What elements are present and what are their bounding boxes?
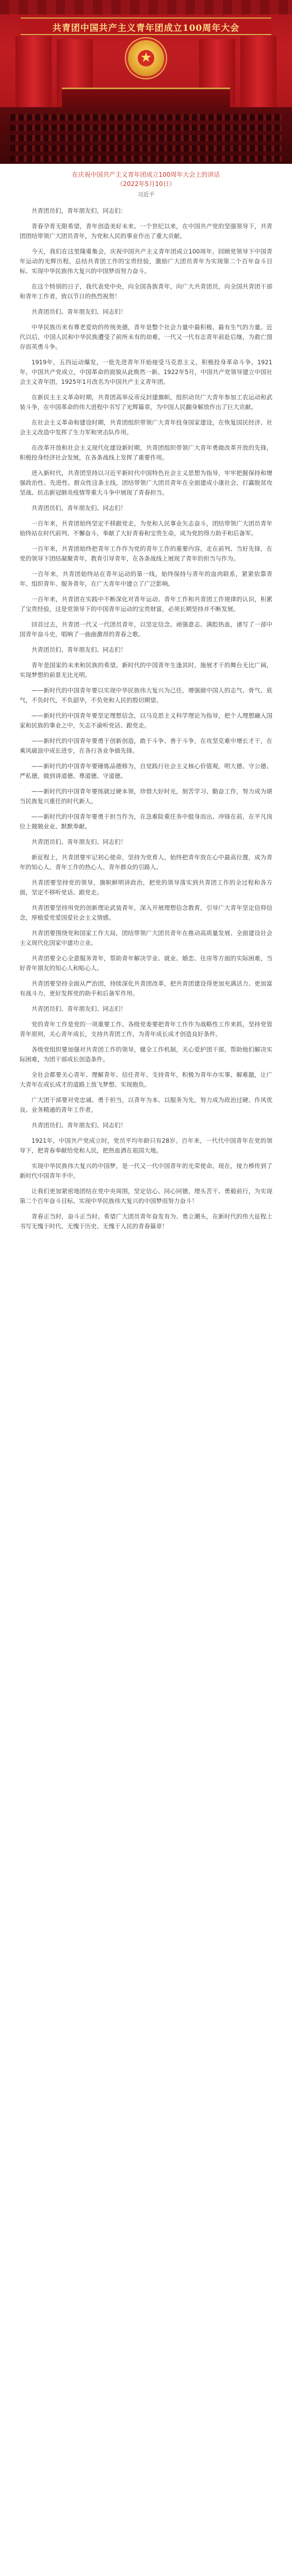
article-paragraph: 共青团员们、青年朋友们、同志们！: [31, 646, 126, 653]
article-paragraph: 一百年来，共青团始终把青年工作作为党的青年工作的重要内容，走在前列、当好先锋，在党的领导下团结凝聚青年，教育引导青年，在各条战线上展现了青年的担当与作为。: [20, 545, 272, 562]
article-paragraph: 今天，我们在这里隆重集会，庆祝中国共产主义青年团成立100周年，回顾党领导下中国青年运动的光辉历程，总结共青团工作的宝贵经验，激励广大团员青年为实现第二个百年奋斗目标、实现中华民族伟大复兴的中国梦而努力奋斗。: [20, 248, 272, 275]
article-paragraph: 青春正当时，奋斗正当时。希望广大团员青年奋发有为、勇立潮头，在新时代的伟大征程上书写无愧于时代、无愧于历史、无愧于人民的青春篇章！: [20, 1213, 272, 1230]
article-paragraph: 共青团员们、青年朋友们、同志们！: [31, 504, 126, 512]
article-paragraph: 在新民主主义革命时期，共青团高举反帝反封建旗帜，组织动员广大青年参加工农运动和武装斗争，在中国革命的伟大进程中书写了光辉篇章，为中国人民翻身解放作出了巨大贡献。: [20, 394, 272, 411]
article-paragraph: 共青团要围绕党和国家工作大局，团结带领广大团员青年在推动高质量发展、全面建设社会主义现代化国家中建功立业。: [20, 929, 272, 946]
article-paragraph: 共青团员们、青年朋友们、同志们！: [31, 1122, 126, 1129]
article-paragraph: 共青团员们、青年朋友们、同志们！: [31, 1005, 126, 1012]
article-paragraph: 新征程上，共青团要牢记初心使命，坚持为党育人，始终把青年放在心中最高位置，成为青年的知心人、青年工作的热心人、青年群众的引路人。: [20, 854, 272, 871]
hero-photo: [0, 0, 292, 164]
article-date: （2022年5月10日）: [117, 180, 175, 188]
hall-banner-text: 共青团中国共产主义青年团成立100周年大会: [52, 23, 240, 33]
red-flag-left-outer: [15, 36, 52, 113]
red-flag-right-outer: [240, 36, 277, 113]
article: [0, 164, 292, 1237]
rostrum: [62, 88, 230, 109]
article-paragraph: 1921年，中国共产党成立时，党员平均年龄只有28岁。百年来，一代代中国青年在党的领导下，把青春奉献给党和人民，把热血洒在祖国大地。: [20, 1137, 272, 1154]
article-paragraph: 全社会都要关心青年、理解青年、信任青年、支持青年，积极为青年办实事、解难题，让广大青年在成长成才的道路上放飞梦想、实现抱负。: [20, 1071, 272, 1088]
article-paragraph: 在这个特别的日子，我代表党中央，向全国各族青年，向广大共青团员，向全国共青团干部和青年工作者，致以节日的热烈祝贺！: [20, 283, 272, 300]
article-paragraph: 在改革开放和社会主义现代化建设新时期，共青团组织带领广大青年勇做改革开放的先锋，积极投身经济社会发展，在各条战线上发挥了重要作用。: [20, 444, 272, 461]
audience-row: [10, 125, 282, 131]
article-paragraph: ——新时代的中国青年要锤炼品德修为，自觉践行社会主义核心价值观，明大德、守公德、严私德，做到讲道德、尊道德、守道德。: [20, 762, 272, 779]
article-paragraph: 1919年，五四运动爆发，一批先进青年开始接受马克思主义，积极投身革命斗争。1921年，中国共产党成立，中国革命的面貌从此焕然一新。1922年5月，中国共产党领导建立中国社会主义青年团，1925年1月改名为中国共产主义青年团。: [20, 359, 272, 385]
article-paragraph: 让我们更加紧密地团结在党中央周围，坚定信心、同心同德，埋头苦干、勇毅前行，为实现第二个百年奋斗目标、实现中华民族伟大复兴的中国梦而努力奋斗！: [20, 1188, 272, 1205]
article-paragraph: 共青团要全心全意服务青年，帮助青年解决学业、就业、婚恋、住房等方面的实际困难，当好青年朋友的知心人和贴心人。: [20, 955, 272, 972]
article-paragraph: 青春孕育无限希望，青年创造美好未来。一个世纪以来，在中国共产党的坚强领导下，共青团团结带领广大团员青年，为党和人民的事业作出了重大贡献。: [20, 223, 272, 240]
article-paragraph: ——新时代的中国青年要练就过硬本领，珍惜大好时光，刻苦学习、勤奋工作，努力成为堪当民族复兴重任的时代新人。: [20, 788, 272, 805]
article-paragraph: 共青团员们、青年朋友们、同志们！: [31, 838, 126, 845]
audience-row: [10, 145, 282, 151]
article-paragraph: 回首过去，共青团一代又一代团员青年，以坚定信念、顽强意志、满腔热血，谱写了一部中国青年奋斗史，唱响了一曲曲激昂的青春之歌。: [20, 621, 272, 638]
article-paragraph: 一百年来，共青团始终坚定不移跟党走，为党和人民事业矢志奋斗，团结带领广大团员青年始终站在时代前列、不懈奋斗，奉献了大好青春和宝贵生命，成为党的得力助手和后备军。: [20, 520, 272, 537]
emblem-star-icon: ★: [140, 50, 152, 65]
article-author: 习近平: [137, 191, 155, 198]
article-paragraph: 青年是国家的未来和民族的希望。新时代的中国青年生逢其时，施展才干的舞台无比广阔，实现梦想的前景无比光明。: [20, 662, 272, 679]
article-paragraph: ——新时代的中国青年要勇于创新创造，敢于斗争、善于斗争，在攻坚克难中增长才干，在乘风破浪中成长进步，在各行各业争做先锋。: [20, 737, 272, 754]
article-paragraph: 各级党组织要加强对共青团工作的领导，健全工作机制，关心爱护团干部，帮助他们解决实际困难，为团干部成长创造条件。: [20, 1046, 272, 1063]
article-paragraph: 在社会主义革命和建设时期，共青团组织带领广大青年投身国家建设，在恢复国民经济、社会主义改造中发挥了生力军和突击队作用。: [20, 419, 272, 436]
article-paragraph: 中华民族历来有尊老爱幼的传统美德，青年是整个社会力量中最积极、最有生气的力量。近代以后，中国人民和中华民族遭受了前所未有的劫难，一代又一代有志青年前赴后继，为救亡图存而英勇斗争。: [20, 324, 272, 350]
article-body: [0, 206, 292, 1231]
article-paragraph: 一百年来，共青团始终站在青年运动的第一线，始终保持与青年的血肉联系，紧紧依靠青年、组织青年、服务青年，在广大青年中建立了广泛影响。: [20, 570, 272, 587]
article-paragraph: 实现中华民族伟大复兴的中国梦，是一代又一代中国青年的光荣使命。现在，接力棒传到了新时代中国青年手中。: [20, 1162, 272, 1179]
article-paragraph: ——新时代的中国青年要坚定理想信念，以马克思主义科学理论为指导，把个人理想融入国家和民族的事业之中，矢志不渝听党话、跟党走。: [20, 712, 272, 729]
article-paragraph: 共青团要坚持党的领导，旗帜鲜明讲政治，把党的领导落实到共青团工作的全过程和各方面，坚定不移听党话、跟党走。: [20, 879, 272, 896]
article-paragraph: 一百年来，共青团在实践中不断深化对青年运动、青年工作和共青团工作规律的认识，积累了宝贵经验，这是党领导下的中国青年运动的宝贵财富，必须长期坚持并不断发展。: [20, 596, 272, 613]
article-paragraph: 共青团要坚持全面从严治团，持续深化共青团改革，把共青团建设得更加充满活力、更加富有战斗力，更好发挥党的助手和后备军作用。: [20, 980, 272, 997]
audience-row: [10, 114, 282, 121]
article-title: 在庆祝中国共产主义青年团成立100周年大会上的讲话: [72, 171, 220, 178]
hall-ceiling: [0, 0, 292, 14]
article-paragraph: ——新时代的中国青年要勇于担当作为，在急难险重任务中挺身而出、冲锋在前，在平凡岗位上兢兢业业、默默奉献。: [20, 813, 272, 830]
article-paragraph: 广大团干部要对党忠诚、勇于担当，以青年为本、以服务为先，努力成为政治过硬、作风优良、业务精通的青年工作者。: [20, 1096, 272, 1113]
article-paragraph: 党的青年工作是党的一项重要工作。各级党委要把青年工作作为战略性工作来抓，坚持党管青年原则，关心青年成长，支持共青团工作，为青年成长成才创造良好条件。: [20, 1021, 272, 1038]
article-paragraph: 进入新时代，共青团坚持以习近平新时代中国特色社会主义思想为指导，牢牢把握保持和增强政治性、先进性、群众性这条主线，团结带领广大团员青年在全面建成小康社会、打赢脱贫攻坚战、抗击新冠肺炎疫情等重大斗争中展现了青春担当。: [20, 469, 272, 496]
article-paragraph: 共青团要坚持用党的创新理论武装青年，深入开展理想信念教育，引导广大青年坚定信仰信念，厚植爱党爱国爱社会主义情感。: [20, 904, 272, 921]
audience-row: [10, 156, 282, 162]
article-paragraph: 共青团员们，青年朋友们，同志们：: [31, 207, 126, 214]
article-paragraph: ——新时代的中国青年要以实现中华民族伟大复兴为己任，增强做中国人的志气、骨气、底气，不负时代，不负韶华，不负党和人民的殷切期望。: [20, 687, 272, 704]
hall-banner: [21, 18, 271, 35]
league-emblem-icon: [128, 40, 164, 76]
audience-row: [10, 135, 282, 141]
article-paragraph: 共青团员们、青年朋友们、同志们！: [31, 308, 126, 315]
